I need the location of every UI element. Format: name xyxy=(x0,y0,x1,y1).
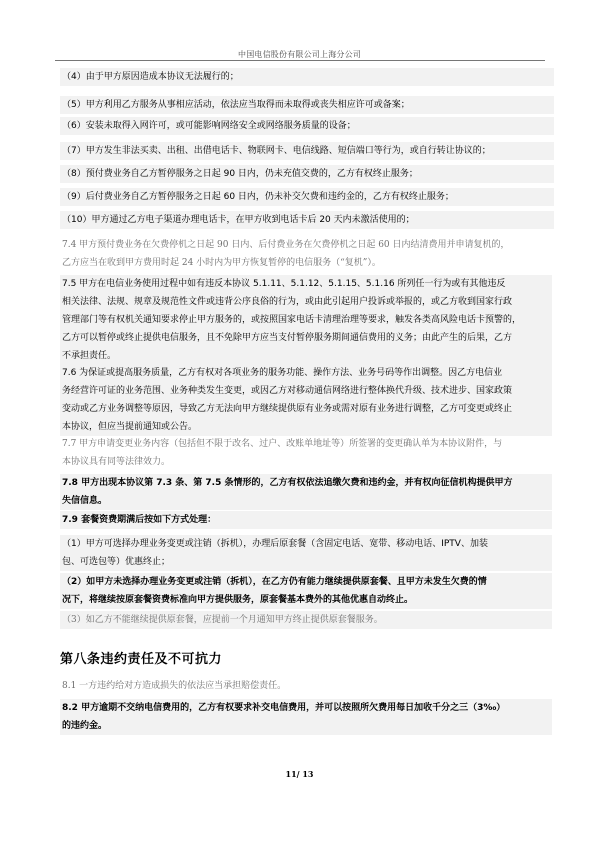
section-heading-article-8: 第八条违约责任及不可抗力 xyxy=(60,652,223,667)
clause-7-9-item-1 xyxy=(60,535,552,571)
clause-7-7 xyxy=(60,435,552,471)
clause-7-6 xyxy=(60,364,552,436)
clause-7-9-item-2 xyxy=(60,573,552,609)
clause-7-6-line: 7.6 为保证或提高服务质量，乙方有权对各项业务的服务功能、操作方法、业务号码等作出调整。因乙方电信业 xyxy=(62,368,503,378)
clause-7-4 xyxy=(60,236,552,272)
clause-7-7-line: 7.7 甲方申请变更业务内容（包括但不限于改名、过户、改账单地址等）所签署的变更确认单为本协议附件，与 xyxy=(62,439,503,449)
clause-item-5: （5）甲方利用乙方服务从事相应活动，依法应当取得而未取得或丧失相应许可或备案； xyxy=(60,96,554,114)
clause-7-8-line: 失信信息。 xyxy=(62,496,108,506)
clause-7-9-item-1-line: （1）甲方可选择办理业务变更或注销（拆机），办理后原套餐（含固定电话、宽带、移动电话、IPTV、加装 xyxy=(62,539,488,549)
clause-7-7-line: 本协议具有同等法律效力。 xyxy=(62,457,171,467)
clause-item-7: （7）甲方发生非法买卖、出租、出借电话卡、物联网卡、电信线路、短信端口等行为，或自行转让协议的； xyxy=(60,142,554,160)
clause-7-5-line: 7.5 甲方在电信业务使用过程中如有违反本协议 5.1.11、5.1.12、5.1.15、5.1.16 所列任一行为或有其他违反 xyxy=(62,279,506,289)
clause-7-9 xyxy=(60,511,552,529)
clause-item-8: （8）预付费业务自乙方暂停服务之日起 90 日内，仍未充值交费的，乙方有权终止服务； xyxy=(60,165,554,183)
clause-7-8 xyxy=(60,474,552,510)
header-divider xyxy=(55,60,545,61)
clause-8-2 xyxy=(60,699,552,735)
clause-7-4-line: 7.4 甲方预付费业务在欠费停机之日起 90 日内、后付费业务在欠费停机之日起 60 日内结清费用并申请复机的， xyxy=(62,240,510,250)
clause-7-4-line: 乙方应当在收到甲方费用时起 24 小时内为甲方恢复暂停的电信服务（“复机”）。 xyxy=(62,258,381,268)
clause-8-1 xyxy=(60,677,552,695)
clause-7-6-line: 本协议，但应当提前通知或公告。 xyxy=(62,422,198,432)
clause-7-9-item-3 xyxy=(60,611,552,629)
clause-7-9-item-3-line: （3）如乙方不能继续提供原套餐，应提前一个月通知甲方终止提供原套餐服务。 xyxy=(62,615,383,625)
page-number: 11/ 13 xyxy=(285,769,314,779)
clause-7-9-item-1-line: 包、可选包等）优惠终止； xyxy=(62,557,171,567)
clause-7-9-item-2-line: 况下，将继续按原套餐资费标准向甲方提供服务，原套餐基本费外的其他优惠自动终止。 xyxy=(62,595,414,605)
clause-7-5-line: 相关法律、法规、规章及规范性文件或违背公序良俗的行为，或由此引起用户投诉或举报的，或乙方收到国家行政 xyxy=(62,297,513,307)
clause-7-5 xyxy=(60,275,552,365)
clause-7-8-line: 7.8 甲方出现本协议第 7.3 条、第 7.5 条情形的，乙方有权依法追缴欠费和违约金，并有权向征信机构提供甲方 xyxy=(62,478,513,488)
clause-8-2-line: 的违约金。 xyxy=(62,721,108,731)
clause-8-2-line: 8.2 甲方逾期不交纳电信费用的，乙方有权要求补交电信费用，并可以按照所欠费用每日加收千分之三（3‰） xyxy=(62,703,506,713)
clause-item-9: （9）后付费业务自乙方暂停服务之日起 60 日内，仍未补交欠费和违约金的，乙方有权终止服务； xyxy=(60,188,554,206)
clause-item-6: （6）安装未取得入网许可，或可能影响网络安全或网络服务质量的设备； xyxy=(60,117,554,135)
clause-8-1-line: 8.1 一方违约给对方造成损失的依法应当承担赔偿责任。 xyxy=(62,681,287,691)
clause-item-10: （10）甲方通过乙方电子渠道办理电话卡，在甲方收到电话卡后 20 天内未激活使用的； xyxy=(60,211,554,229)
clause-7-9-item-2-line: （2）如甲方未选择办理业务变更或注销（拆机），在乙方仍有能力继续提供原套餐、且甲方未发生欠费的情 xyxy=(62,577,487,587)
clause-7-6-line: 务经营许可证的业务范围、业务种类发生变更，或因乙方对移动通信网络进行整体换代升级、技术进步、国家政策 xyxy=(62,386,513,396)
clause-7-6-line: 变动或乙方业务调整等原因，导致乙方无法向甲方继续提供原有业务或需对原有业务进行调整，乙方可变更或终止 xyxy=(62,404,513,414)
clause-7-5-line: 管理部门等有权机关通知要求停止甲方服务的，或按照国家电话卡清理治理等要求，触发各类高风险电话卡预警的， xyxy=(62,315,522,325)
page-header-title: 中国电信股份有限公司上海分公司 xyxy=(238,50,361,59)
clause-7-5-line: 乙方可以暂停或终止提供电信服务，且不免除甲方应当支付暂停服务期间通信费用的义务；由此产生的后果，乙方 xyxy=(62,333,513,343)
clause-7-9-line: 7.9 套餐资费期满后按如下方式处理： xyxy=(62,515,217,525)
clause-7-5-line: 不承担责任。 xyxy=(62,351,117,361)
clause-item-4: （4）由于甲方原因造成本协议无法履行的； xyxy=(60,68,554,86)
